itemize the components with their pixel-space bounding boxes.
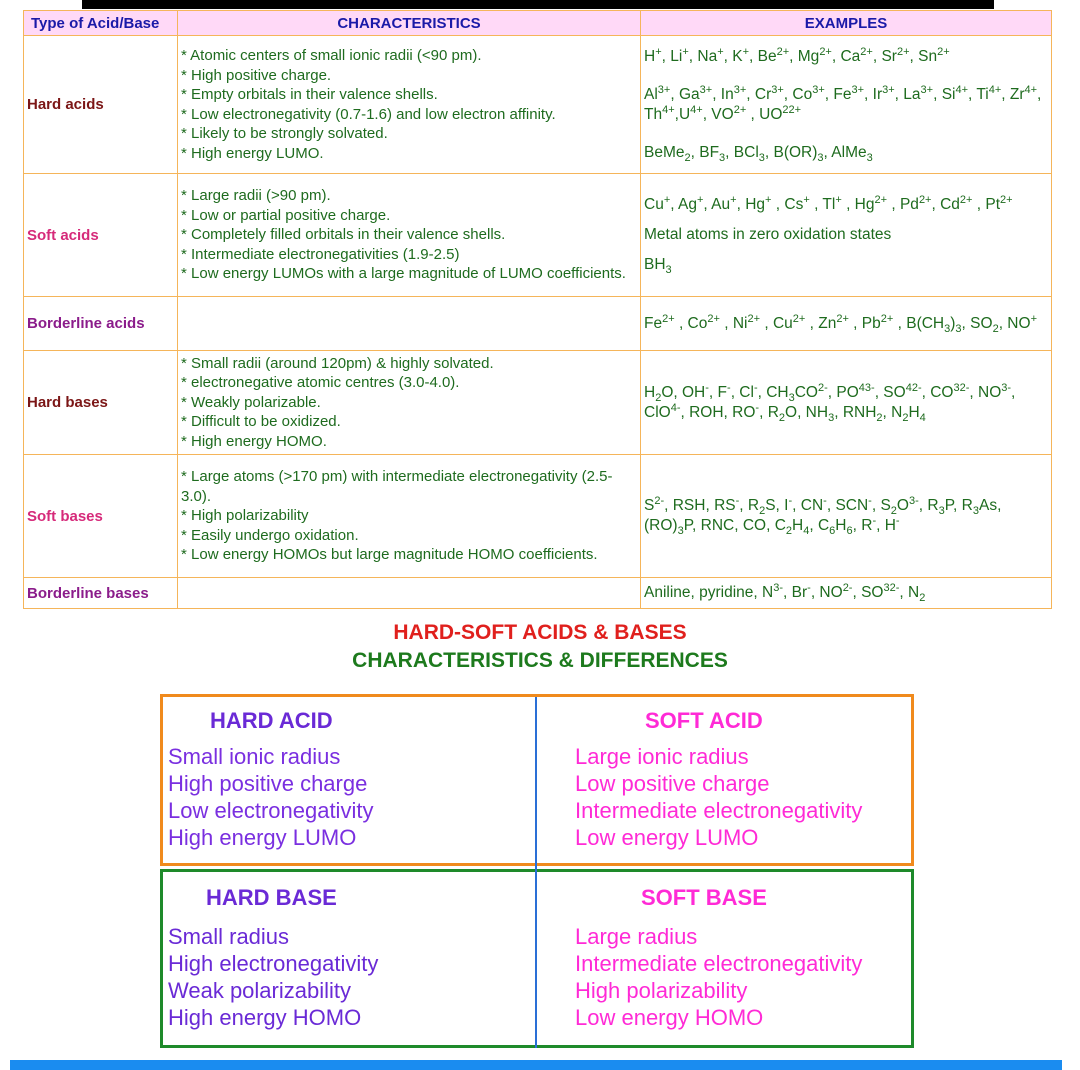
characteristic-item: * electronegative atomic centres (3.0-4.0).: [181, 374, 460, 392]
soft-acid-heading: SOFT ACID: [645, 708, 763, 733]
table-header-row: [24, 11, 1052, 36]
characteristic-item: * Large radii (>90 pm).: [181, 187, 331, 205]
hsab-table: [23, 10, 1052, 609]
characteristic-item: * Low energy HOMOs but large magnitude HOMO coefficients.: [181, 546, 598, 564]
list-item: Small radius: [168, 924, 290, 949]
characteristic-item: * High energy LUMO.: [181, 144, 324, 162]
hard-acid-heading: HARD ACID: [210, 708, 333, 733]
list-item: Low energy LUMO: [575, 825, 759, 850]
row-type-borderline-acids: Borderline acids: [24, 297, 178, 351]
example-line: Aniline, pyridine, $N^{3-}$, Br-, $NO^{2-}$, $SO^{32-}$, $N_2$: [644, 581, 926, 605]
list-item: High positive charge: [168, 771, 368, 796]
hard-base-heading: HARD BASE: [206, 885, 337, 910]
characteristic-item: * Easily undergo oxidation.: [181, 526, 359, 544]
summary-title: HARD-SOFT ACIDS & BASES: [393, 621, 687, 644]
top-black-bar: [82, 0, 994, 9]
characteristic-item: * Low electronegativity (0.7-1.6) and low electron affinity.: [181, 105, 556, 123]
row-examples: [641, 578, 1052, 609]
list-item: Intermediate electronegativity: [575, 798, 863, 823]
example-line: $BH_3$: [644, 256, 672, 277]
header-type: Type of Acid/Base: [24, 11, 178, 36]
list-item: High energy LUMO: [168, 825, 357, 850]
table-row: [24, 36, 1052, 174]
example-line: Cu+, Ag+, Au+, Hg+ , Cs+ , Tl+ , $Hg^{2+}$ , $Pd^{2+}$, $Cd^{2+}$ , $Pt^{2+}$: [644, 193, 1013, 213]
row-type-soft-acids: Soft acids: [24, 174, 178, 297]
row-characteristics: [178, 351, 641, 455]
characteristic-item: * Weakly polarizable.: [181, 393, 321, 411]
characteristic-item: * Large atoms (>170 pm) with intermediate electronegativity (2.5-3.0).: [181, 468, 613, 505]
example-line: H+, Li+, Na+, K+, $Be^{2+}$, $Mg^{2+}$, $Ca^{2+}$, $Sr^{2+}$, $Sn^{2+}$: [644, 45, 950, 65]
list-item: Large ionic radius: [575, 744, 749, 769]
row-type-hard-bases: Hard bases: [24, 351, 178, 455]
table-row: [24, 455, 1052, 578]
summary-subtitle: CHARACTERISTICS & DIFFERENCES: [352, 649, 728, 672]
list-item: High polarizability: [575, 978, 748, 1003]
header-examples: EXAMPLES: [641, 11, 1052, 36]
row-examples: [641, 36, 1052, 174]
list-item: Large radius: [575, 924, 698, 949]
characteristic-item: * Atomic centers of small ionic radii (<90 pm).: [181, 47, 482, 64]
bottom-blue-bar: [10, 1060, 1062, 1070]
hard-base-panel: [168, 885, 378, 1031]
example-line: BeMe$_2$, $BF_3$, BCl$_3$, $B(OR)_3$, AlMe$_3$: [644, 143, 873, 164]
example-line: $Al^{3+}$, $Ga^{3+}$, $In^{3+}$, $Cr^{3+}$, $Co^{3+}$, $Fe^{3+}$, $Ir^{3+}$, $La^{3+}$, $Si^{4+}$, $Ti^{4+}$, $Zr^{4+}$, $Th^{4+},U^{4+}$, $VO^{2+}$ , $UO^{22+}$: [644, 83, 1042, 123]
characteristic-item: * Empty orbitals in their valence shells.: [181, 86, 438, 103]
table-row: [24, 174, 1052, 297]
characteristic-item: * Small radii (around 120pm) & highly solvated.: [181, 354, 494, 372]
list-item: Intermediate electronegativity: [575, 951, 863, 976]
row-type-hard-acids: Hard acids: [24, 36, 178, 174]
example-line: Metal atoms in zero oxidation states: [644, 226, 892, 243]
row-characteristics: [178, 578, 641, 609]
row-type-soft-bases: Soft bases: [24, 455, 178, 578]
table-row: [24, 351, 1052, 455]
header-characteristics: CHARACTERISTICS: [178, 11, 641, 36]
list-item: Weak polarizability: [168, 978, 352, 1003]
characteristic-item: * Low energy LUMOs with a large magnitude of LUMO coefficients.: [181, 265, 626, 283]
list-item: Low positive charge: [575, 771, 770, 796]
list-item: Low electronegativity: [168, 798, 374, 823]
characteristic-item: * Low or partial positive charge.: [181, 206, 391, 224]
soft-base-heading: SOFT BASE: [641, 885, 767, 910]
list-item: High electronegativity: [168, 951, 379, 976]
row-characteristics: [178, 297, 641, 351]
row-examples: [641, 297, 1052, 351]
characteristic-item: * Intermediate electronegativities (1.9-2.5): [181, 245, 460, 263]
characteristic-item: * Difficult to be oxidized.: [181, 413, 341, 431]
characteristic-item: * Completely filled orbitals in their valence shells.: [181, 226, 506, 244]
characteristic-item: * Likely to be strongly solvated.: [181, 125, 388, 142]
example-line: $Fe^{2+}$ , $Co^{2+}$ , $Ni^{2+}$ , $Cu^{2+}$ , $Zn^{2+}$ , $Pb^{2+}$ , $B(CH_3)_3$, $SO_2$, NO+: [644, 312, 1037, 335]
example-line: $S^{2-}$, RSH, RS-, $R_2S$, I-, CN-, SCN-, $S_2O^{3-}$, $R_3P$, $R_3As$, $(RO)_3P$, RNC, CO, $C_2H_4$, $C_6H_6$, R-, H-: [644, 494, 1002, 538]
row-characteristics: [178, 455, 641, 578]
hard-acid-panel: [168, 708, 373, 851]
row-examples: [641, 174, 1052, 297]
row-characteristics: [178, 36, 641, 174]
list-item: High energy HOMO: [168, 1005, 362, 1030]
table-row: [24, 297, 1052, 351]
list-item: Low energy HOMO: [575, 1005, 764, 1030]
soft-base-panel: [575, 885, 862, 1031]
soft-acid-panel: [575, 708, 862, 851]
row-type-borderline-bases: Borderline bases: [24, 578, 178, 609]
row-examples: [641, 455, 1052, 578]
characteristic-item: * High energy HOMO.: [181, 432, 327, 450]
characteristic-item: * High polarizability: [181, 507, 309, 525]
table-row: [24, 578, 1052, 609]
row-characteristics: [178, 174, 641, 297]
example-line: $H_2O$, OH-, F-, Cl-, $CH_3CO^{2-}$, $PO^{43-}$, $SO^{42-}$, $CO^{32-}$, $NO^{3-}$, ClO$^{4-}$, ROH, RO-, $R_2O$, $NH_3$, $RNH_2$, $N_2H_4$: [644, 381, 1016, 424]
row-examples: [641, 351, 1052, 455]
characteristic-item: * High positive charge.: [181, 66, 332, 84]
center-divider: [535, 697, 537, 1048]
list-item: Small ionic radius: [168, 744, 341, 769]
